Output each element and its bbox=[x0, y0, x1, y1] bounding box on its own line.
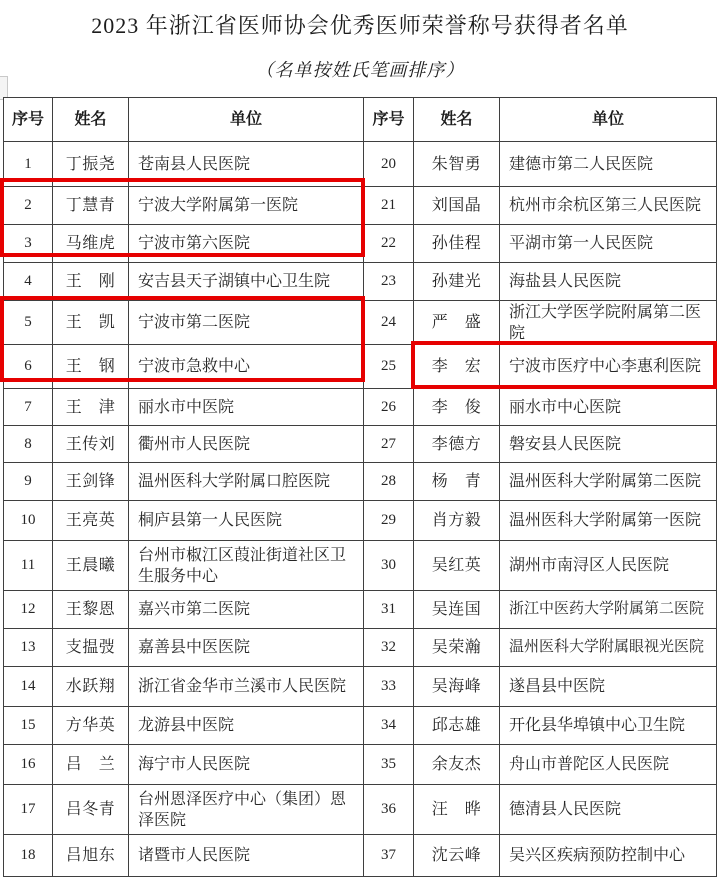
cell-name: 丁振尧 bbox=[53, 142, 129, 187]
cell-name: 沈云峰 bbox=[414, 835, 500, 877]
cell-unit: 温州医科大学附属第一医院 bbox=[500, 501, 717, 541]
cell-unit: 嘉兴市第二医院 bbox=[129, 591, 364, 629]
cell-no: 10 bbox=[4, 501, 53, 541]
cell-no: 29 bbox=[364, 501, 414, 541]
cell-unit: 宁波市第二医院 bbox=[129, 301, 364, 345]
cell-unit: 诸暨市人民医院 bbox=[129, 835, 364, 877]
cell-name: 吴海峰 bbox=[414, 667, 500, 707]
cell-unit: 温州医科大学附属口腔医院 bbox=[129, 463, 364, 501]
cell-unit: 德清县人民医院 bbox=[500, 785, 717, 835]
table-grid bbox=[3, 97, 717, 877]
cell-no: 17 bbox=[4, 785, 53, 835]
cell-no: 26 bbox=[364, 389, 414, 426]
cell-name: 吕旭东 bbox=[53, 835, 129, 877]
cell-no: 8 bbox=[4, 426, 53, 463]
header-unit-right: 单位 bbox=[500, 98, 717, 142]
cell-name: 水跃翔 bbox=[53, 667, 129, 707]
cell-name: 严 盛 bbox=[414, 301, 500, 345]
cell-no: 20 bbox=[364, 142, 414, 187]
cell-no: 4 bbox=[4, 263, 53, 301]
cell-no: 22 bbox=[364, 225, 414, 263]
cell-unit: 苍南县人民医院 bbox=[129, 142, 364, 187]
cell-no: 35 bbox=[364, 745, 414, 785]
cell-no: 15 bbox=[4, 707, 53, 745]
cell-name: 王黎恩 bbox=[53, 591, 129, 629]
cell-no: 25 bbox=[364, 345, 414, 389]
cell-name: 吴荣瀚 bbox=[414, 629, 500, 667]
cell-name: 方华英 bbox=[53, 707, 129, 745]
cell-unit: 杭州市余杭区第三人民医院 bbox=[500, 187, 717, 225]
cell-name: 王 津 bbox=[53, 389, 129, 426]
page-subtitle: （名单按姓氏笔画排序） bbox=[255, 60, 465, 80]
cell-name: 邱志雄 bbox=[414, 707, 500, 745]
cell-name: 马维虎 bbox=[53, 225, 129, 263]
cell-no: 33 bbox=[364, 667, 414, 707]
cell-unit: 海宁市人民医院 bbox=[129, 745, 364, 785]
header-name-right: 姓名 bbox=[414, 98, 500, 142]
cell-unit: 宁波市第六医院 bbox=[129, 225, 364, 263]
cell-name: 余友杰 bbox=[414, 745, 500, 785]
cell-name: 吴连国 bbox=[414, 591, 500, 629]
cell-unit: 平湖市第一人民医院 bbox=[500, 225, 717, 263]
cell-no: 3 bbox=[4, 225, 53, 263]
cell-name: 李 俊 bbox=[414, 389, 500, 426]
cell-no: 27 bbox=[364, 426, 414, 463]
cell-unit: 宁波市医疗中心李惠利医院 bbox=[500, 345, 717, 389]
cell-no: 28 bbox=[364, 463, 414, 501]
header-no-left: 序号 bbox=[4, 98, 53, 142]
cell-name: 孙建光 bbox=[414, 263, 500, 301]
header-no-right: 序号 bbox=[364, 98, 414, 142]
cell-unit: 衢州市人民医院 bbox=[129, 426, 364, 463]
cell-unit: 磐安县人民医院 bbox=[500, 426, 717, 463]
cell-name: 肖方毅 bbox=[414, 501, 500, 541]
cell-unit: 开化县华埠镇中心卫生院 bbox=[500, 707, 717, 745]
cell-unit: 温州医科大学附属第二医院 bbox=[500, 463, 717, 501]
cell-name: 王亮英 bbox=[53, 501, 129, 541]
cell-name: 李 宏 bbox=[414, 345, 500, 389]
cell-no: 12 bbox=[4, 591, 53, 629]
cell-unit: 安吉县天子湖镇中心卫生院 bbox=[129, 263, 364, 301]
cell-no: 36 bbox=[364, 785, 414, 835]
cell-unit: 海盐县人民医院 bbox=[500, 263, 717, 301]
cell-no: 18 bbox=[4, 835, 53, 877]
cell-name: 王 凯 bbox=[53, 301, 129, 345]
cell-no: 31 bbox=[364, 591, 414, 629]
cell-unit: 宁波市急救中心 bbox=[129, 345, 364, 389]
cell-unit: 丽水市中医院 bbox=[129, 389, 364, 426]
cell-no: 5 bbox=[4, 301, 53, 345]
header-name-left: 姓名 bbox=[53, 98, 129, 142]
cell-no: 2 bbox=[4, 187, 53, 225]
cell-unit: 温州医科大学附属眼视光医院 bbox=[500, 629, 717, 667]
cell-unit: 龙游县中医院 bbox=[129, 707, 364, 745]
cell-no: 24 bbox=[364, 301, 414, 345]
cell-name: 支揾弢 bbox=[53, 629, 129, 667]
cell-name: 吴红英 bbox=[414, 541, 500, 591]
cell-name: 吕 兰 bbox=[53, 745, 129, 785]
cell-name: 孙佳程 bbox=[414, 225, 500, 263]
cell-no: 7 bbox=[4, 389, 53, 426]
cell-no: 16 bbox=[4, 745, 53, 785]
cell-name: 王 刚 bbox=[53, 263, 129, 301]
cell-name: 李德方 bbox=[414, 426, 500, 463]
cell-unit: 桐庐县第一人民医院 bbox=[129, 501, 364, 541]
cell-unit: 浙江省金华市兰溪市人民医院 bbox=[129, 667, 364, 707]
cell-no: 23 bbox=[364, 263, 414, 301]
cell-unit: 湖州市南浔区人民医院 bbox=[500, 541, 717, 591]
cell-unit: 浙江大学医学院附属第二医院 bbox=[500, 301, 717, 345]
cell-unit: 舟山市普陀区人民医院 bbox=[500, 745, 717, 785]
page-title: 2023 年浙江省医师协会优秀医师荣誉称号获得者名单 bbox=[91, 13, 629, 38]
cell-unit: 丽水市中心医院 bbox=[500, 389, 717, 426]
cell-name: 杨 青 bbox=[414, 463, 500, 501]
cell-name: 王剑锋 bbox=[53, 463, 129, 501]
cell-no: 37 bbox=[364, 835, 414, 877]
header-unit-left: 单位 bbox=[129, 98, 364, 142]
cell-no: 21 bbox=[364, 187, 414, 225]
cell-no: 14 bbox=[4, 667, 53, 707]
cell-name: 王 钢 bbox=[53, 345, 129, 389]
cell-no: 6 bbox=[4, 345, 53, 389]
cell-unit: 浙江中医药大学附属第二医院 bbox=[500, 591, 717, 629]
cell-no: 1 bbox=[4, 142, 53, 187]
cell-no: 32 bbox=[364, 629, 414, 667]
cell-no: 30 bbox=[364, 541, 414, 591]
cell-name: 吕冬青 bbox=[53, 785, 129, 835]
cell-unit: 台州恩泽医疗中心（集团）恩泽医院 bbox=[129, 785, 364, 835]
cell-name: 丁慧青 bbox=[53, 187, 129, 225]
cell-no: 9 bbox=[4, 463, 53, 501]
cell-name: 刘国晶 bbox=[414, 187, 500, 225]
cell-no: 11 bbox=[4, 541, 53, 591]
cell-unit: 建德市第二人民医院 bbox=[500, 142, 717, 187]
cell-no: 34 bbox=[364, 707, 414, 745]
cell-name: 王传刘 bbox=[53, 426, 129, 463]
cell-name: 王晨曦 bbox=[53, 541, 129, 591]
cell-name: 朱智勇 bbox=[414, 142, 500, 187]
cell-no: 13 bbox=[4, 629, 53, 667]
cell-unit: 遂昌县中医院 bbox=[500, 667, 717, 707]
cell-unit: 宁波大学附属第一医院 bbox=[129, 187, 364, 225]
cell-unit: 吴兴区疾病预防控制中心 bbox=[500, 835, 717, 877]
cell-unit: 嘉善县中医医院 bbox=[129, 629, 364, 667]
cell-unit: 台州市椒江区葭沚街道社区卫生服务中心 bbox=[129, 541, 364, 591]
cell-name: 汪 晔 bbox=[414, 785, 500, 835]
